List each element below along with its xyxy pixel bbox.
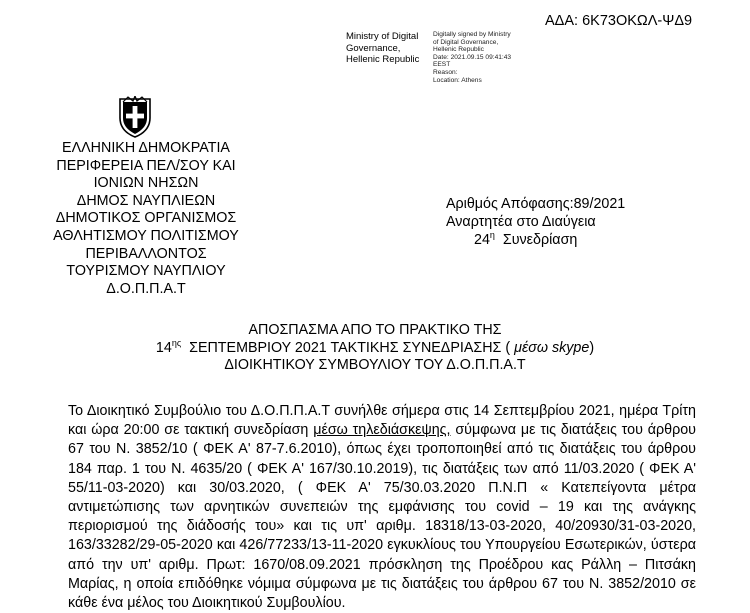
signature-detail-line: EEST	[433, 61, 451, 69]
digital-signature-name	[346, 31, 419, 66]
signature-detail-line: of Digital Governance,	[433, 38, 499, 46]
session-end: )	[589, 339, 595, 356]
body-text-underlined: μέσω τηλεδιάσκεψης,	[313, 422, 451, 439]
signature-detail-line: Date: 2021.09.15 09:41:43	[433, 53, 512, 61]
ada-code: ΑΔΑ: 6Κ73ΟΚΩΛ-ΨΔ9	[545, 13, 693, 29]
issuer-line: ΔΗΜΟΣ ΝΑΥΠΛΙΕΩΝ	[76, 192, 216, 209]
greek-emblem-icon	[116, 96, 154, 138]
decision-number: Αριθμός Απόφασης:89/2021	[446, 196, 626, 212]
issuer-line: ΙΟΝΙΩΝ ΝΗΣΩΝ	[93, 175, 199, 192]
meeting-ordinal-suffix: η	[489, 230, 495, 241]
issuer-line: ΠΕΡΙΦΕΡΕΙΑ ΠΕΛ/ΣΟΥ ΚΑΙ	[56, 157, 236, 174]
session-day-suffix: ης	[171, 337, 182, 348]
body-paragraph	[68, 402, 696, 613]
body-text-part2: σύμφωνα με τις διατάξεις του άρθρου 67 του Ν. 3852/10 ( ΦΕΚ Α' 87-7.6.2010), όπως έχει τροποποιηθεί από τις διατάξεις του άρθρου 184 παρ. 1 του Ν. 4635/20 ( ΦΕΚ Α' 167/30.10.2019), τις διατάξεις των από 11/03.2020 ( ΦΕΚ Α' 55/11-03-2020) και 30/03.2020, ( ΦΕΚ Α' 75/30.03.2020 Π.Ν.Π « Κατεπείγοντα μέτρα αντιμετώπισης των αρνητικών συνεπειών της εμφάνισης του covid – 19 και της ανάγκης περιορισμού της διάδοσής του» και τις υπ' αριθμ. 18318/13-03-2020, 40/20930/31-03-2020, 163/33282/29-05-2020 και 426/77233/13-11-2020 εγκυκλίους του Υπουργείου Εσωτερικών, ύστερα από την υπ' αριθμ. Πρωτ: 1670/08.09.2021 πρόσκληση της Προέδρου κας Ράλλη – Πιτσάκη Μαρίας, η οποία επιδόθηκε νόμιμα σύμφωνα με τις διατάξεις του άρθρου 67 του Ν. 3852/2010 σε κάθε ένα μέλος του Διοικητικού Συμβουλίου.	[68, 422, 696, 612]
signature-name-line: Hellenic Republic	[346, 54, 420, 65]
meeting-number	[446, 231, 625, 249]
session-mode: μέσω skype	[514, 339, 590, 356]
issuer-line: Δ.Ο.Π.Π.Α.Τ	[106, 280, 186, 297]
signature-name-line: Ministry of Digital	[346, 31, 419, 42]
board-name: ΔΙΟΙΚΗΤΙΚΟΥ ΣΥΜΒΟΥΛΙΟΥ ΤΟΥ Δ.Ο.Π.Π.Α.Τ	[224, 357, 526, 374]
issuer-line: ΔΗΜΟΤΙΚΟΣ ΟΡΓΑΝΙΣΜΟΣ	[55, 210, 237, 227]
signature-detail-line: Hellenic Republic	[433, 46, 484, 54]
diavgeia-notice: Αναρτητέα στο Διαύγεια	[446, 214, 596, 230]
excerpt-heading	[0, 322, 750, 375]
signature-name-line: Governance,	[346, 42, 401, 54]
body-text-part1: Το Διοικητικό Συμβούλιο του Δ.Ο.Π.Π.Α.Τ συνήλθε σήμερα στις 14 Σεπτεμβρίου 2021, ημέρα Τρίτη και ώρα 20:00 σε τακτική συνεδρίαση	[68, 403, 696, 439]
signature-detail-line: Location: Athens	[433, 76, 482, 84]
session-text: ΣΕΠΤΕΜΒΡΙΟΥ 2021 ΤΑΚΤΙΚΗΣ ΣΥΝΕΔΡΙΑΣΗΣ (	[181, 339, 515, 356]
meeting-label: Συνεδρίαση	[494, 232, 578, 248]
signature-detail-line: Reason:	[433, 68, 458, 76]
session-day: 14	[155, 339, 172, 356]
excerpt-session-line	[0, 337, 750, 358]
decision-info	[446, 195, 625, 249]
issuing-authority	[30, 140, 262, 298]
issuer-line: ΑΘΛΗΤΙΣΜΟΥ ΠΟΛΙΤΙΣΜΟΥ	[53, 227, 239, 244]
meeting-ordinal: 24	[474, 232, 490, 248]
signature-detail-line: Digitally signed by Ministry	[433, 31, 511, 38]
issuer-line: ΤΟΥΡΙΣΜΟΥ ΝΑΥΠΛΙΟΥ	[66, 263, 226, 280]
digital-signature-details	[433, 31, 511, 84]
issuer-line: ΕΛΛΗΝΙΚΗ ΔΗΜΟΚΡΑΤΙΑ	[62, 140, 230, 156]
excerpt-title: ΑΠΟΣΠΑΣΜΑ ΑΠΟ ΤΟ ΠΡΑΚΤΙΚΟ ΤΗΣ	[248, 322, 502, 338]
issuer-line: ΠΕΡΙΒΑΛΛΟΝΤΟΣ	[85, 245, 207, 262]
